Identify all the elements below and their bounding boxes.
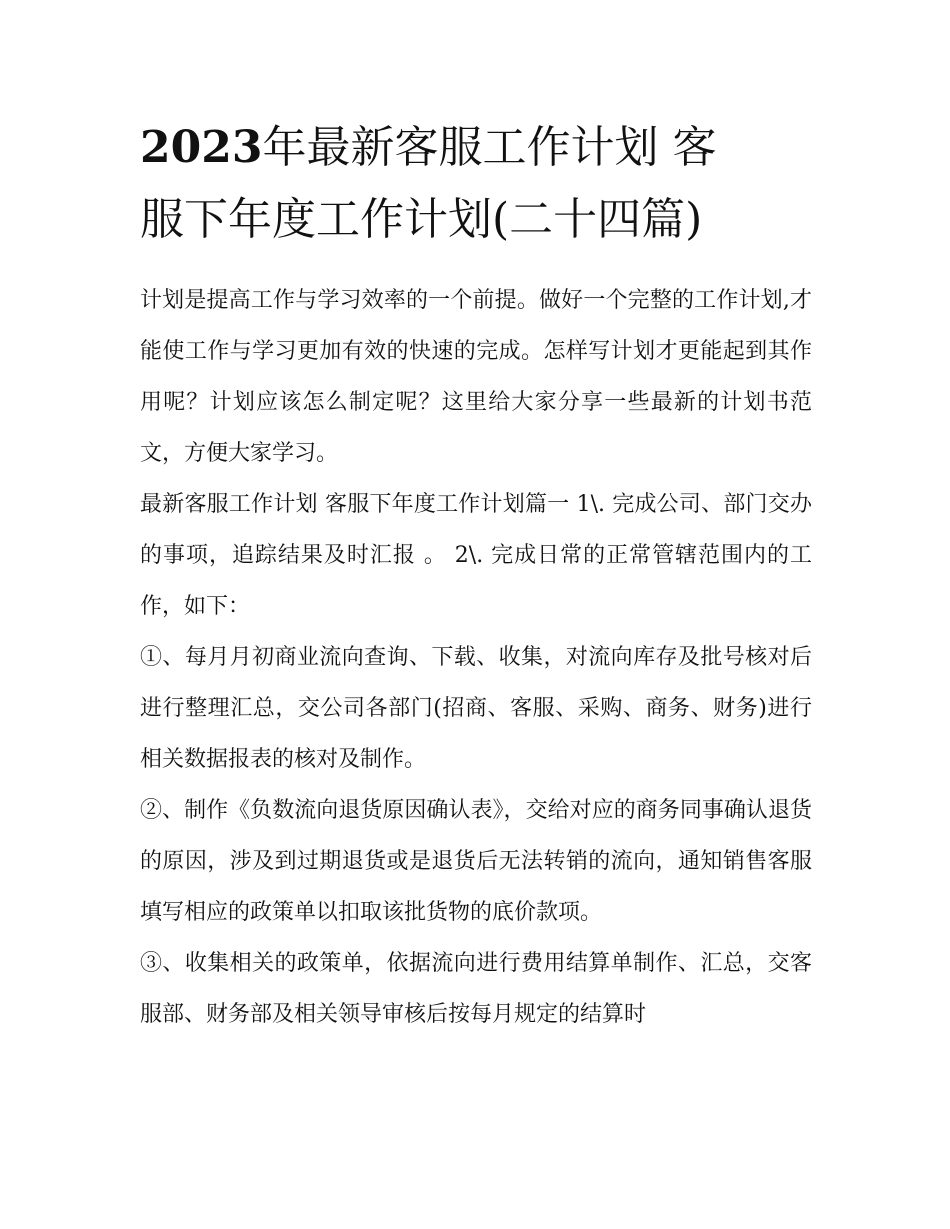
document-title xyxy=(140,112,812,256)
document-page xyxy=(140,112,812,1040)
paragraph-item-1: ①、每月月初商业流向查询、下载、收集，对流向库存及批号核对后进行整理汇总，交公司各部门(招商、客服、采购、商务、财务)进行相关数据报表的核对及制作。 xyxy=(140,645,812,772)
paragraph-item-3: ③、收集相关的政策单，依据流向进行费用结算单制作、汇总，交客服部、财务部及相关领导审核后按每月规定的结算时 xyxy=(140,951,812,1027)
title-year: 2023 xyxy=(140,122,263,173)
paragraph-plan-one: 最新客服工作计划 客服下年度工作计划篇一 1\. 完成公司、部门交办的事项，追踪结果及时汇报 。 2\. 完成日常的正常管辖范围内的工作，如下： xyxy=(140,492,812,619)
title-line2: 服下年度工作计划(二十四篇) xyxy=(140,194,703,245)
paragraph-intro: 计划是提高工作与学习效率的一个前提。做好一个完整的工作计划,才能使工作与学习更加有效的快速的完成。怎样写计划才更能起到其作用呢？计划应该怎么制定呢？这里给大家分享一些最新的计划书范文，方便大家学习。 xyxy=(140,288,812,466)
document-body xyxy=(140,275,812,1040)
title-line1: 年最新客服工作计划 客 xyxy=(262,122,717,173)
paragraph-item-2: ②、制作《负数流向退货原因确认表》，交给对应的商务同事确认退货的原因，涉及到过期退货或是退货后无法转销的流向，通知销售客服填写相应的政策单以扣取该批货物的底价款项。 xyxy=(140,798,812,925)
